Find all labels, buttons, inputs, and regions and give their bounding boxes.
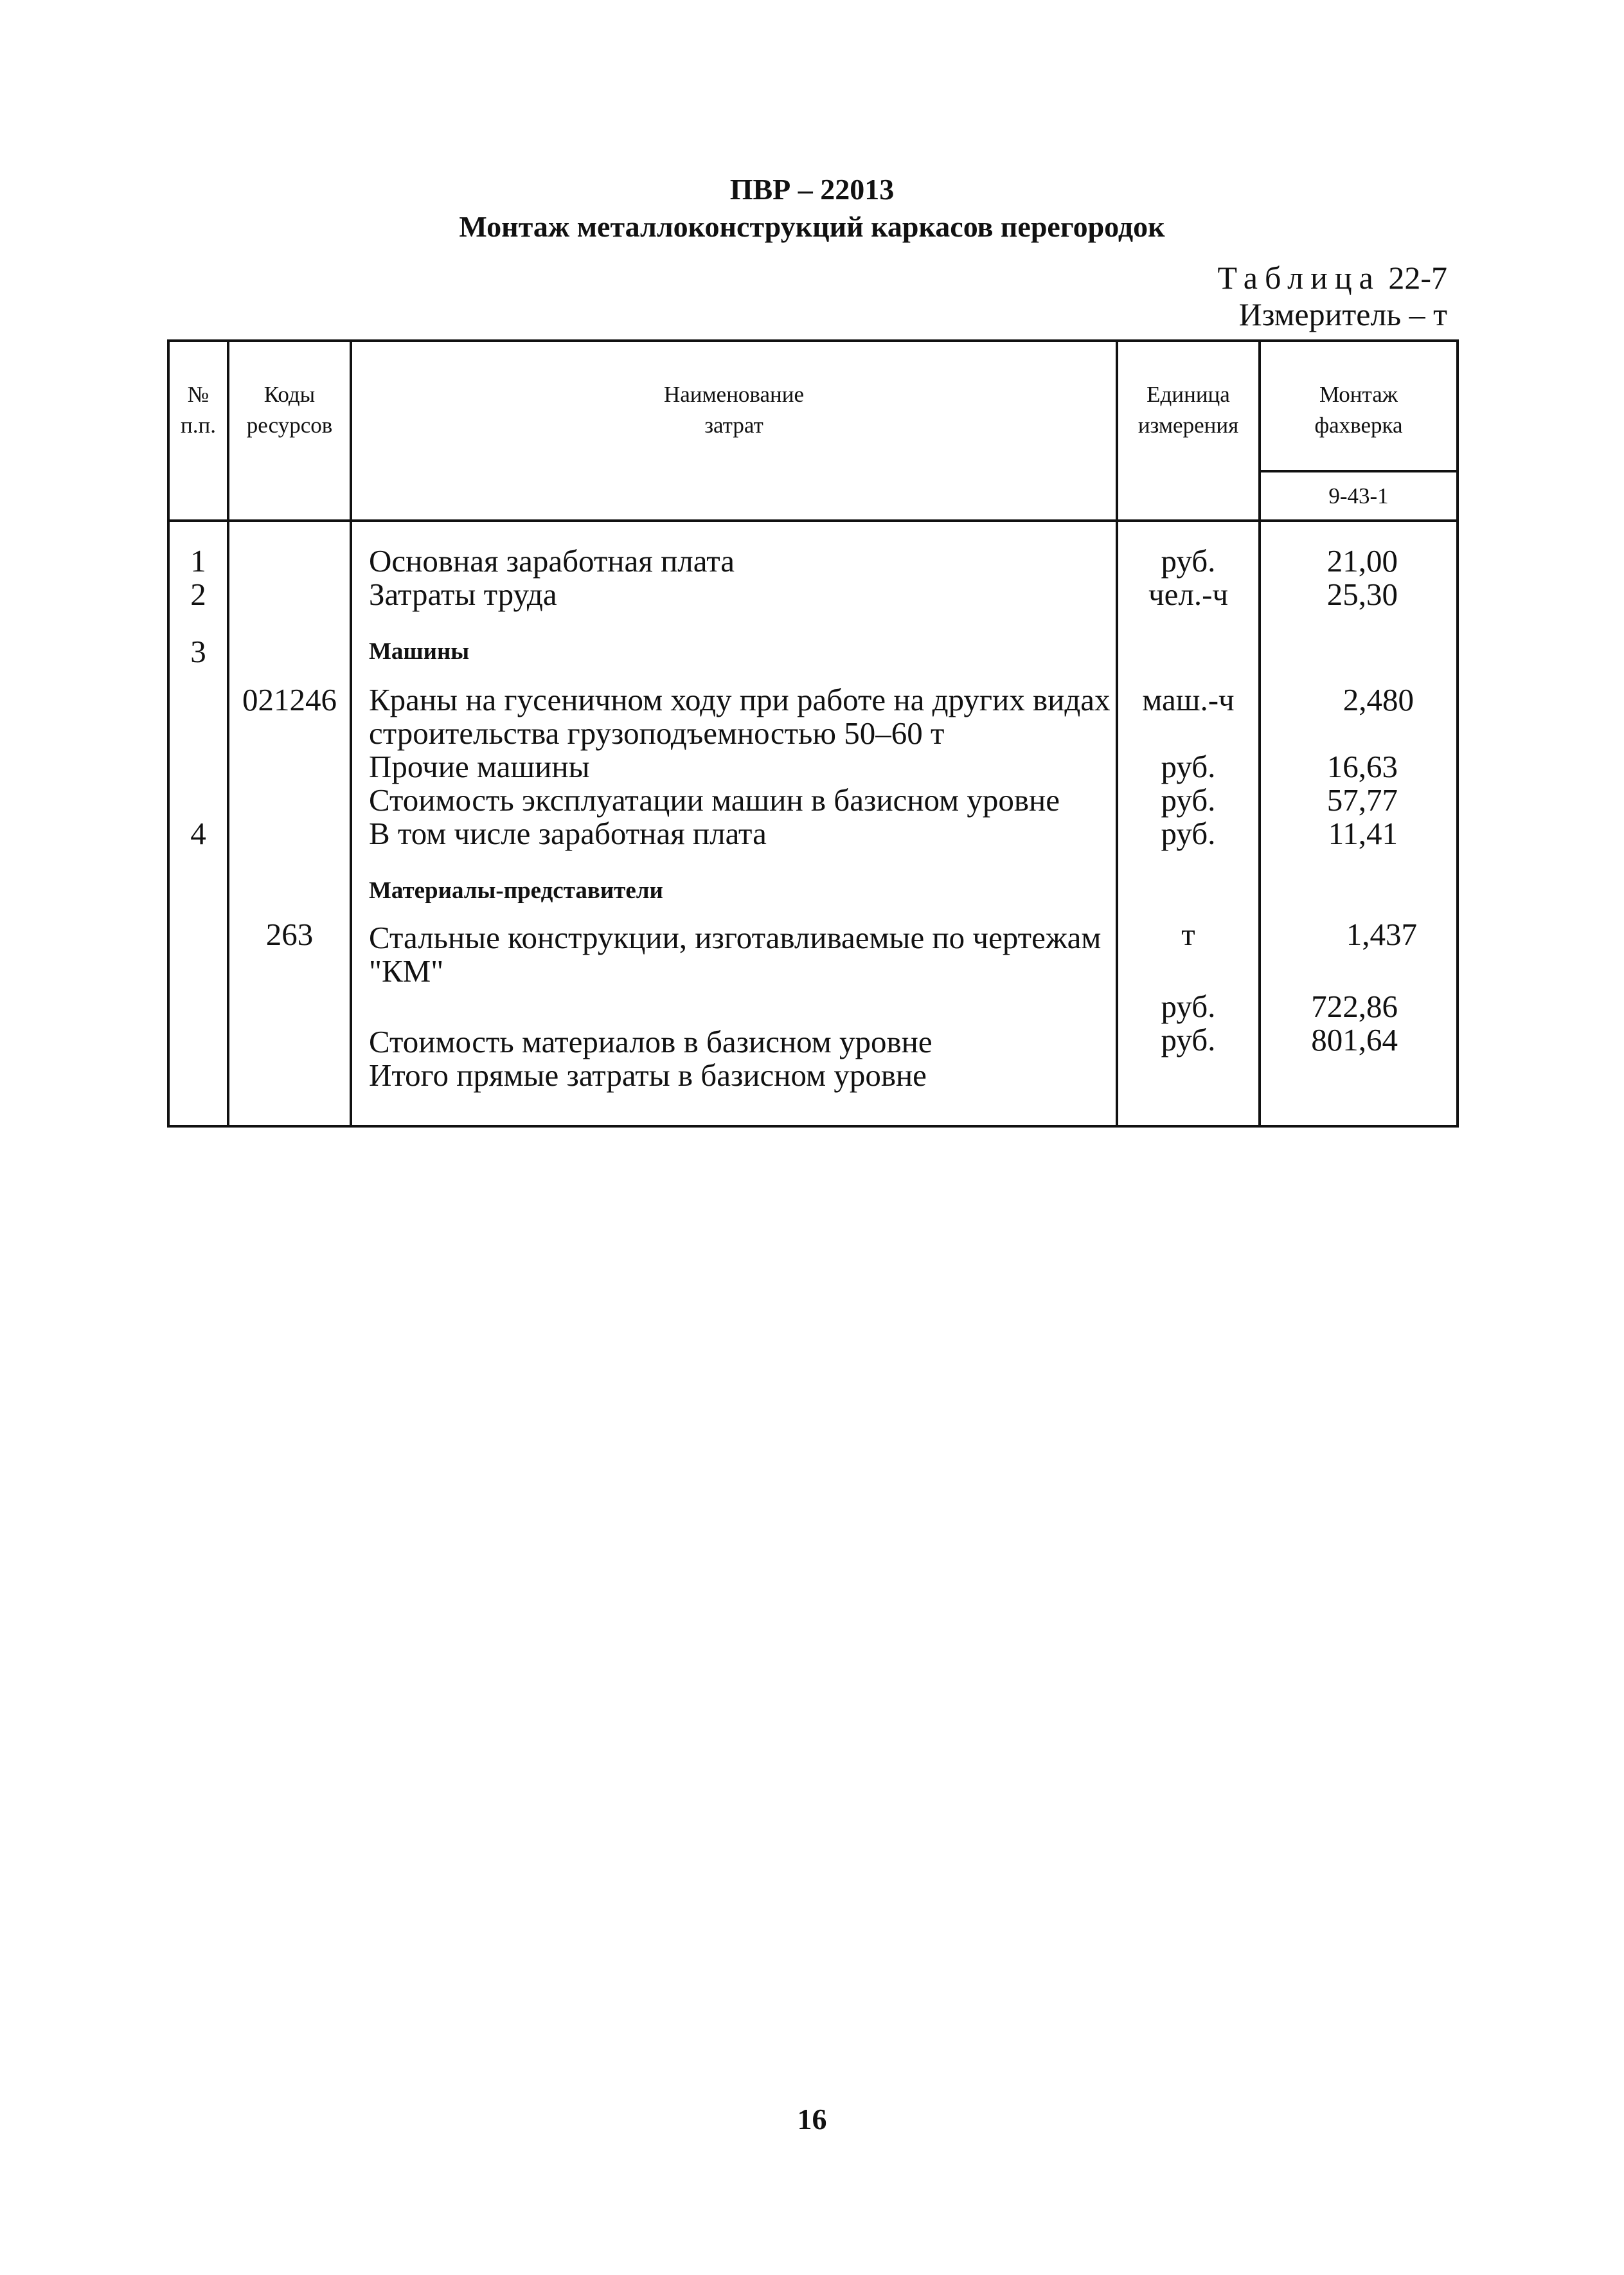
row-value: 1,437 — [1346, 917, 1417, 952]
row-value: 11,41 — [1328, 816, 1398, 851]
document-code: ПВР – 22013 — [729, 173, 895, 206]
page-number: 16 — [797, 2103, 827, 2136]
col-header-num-line1: № — [187, 382, 210, 407]
col-header-name — [351, 379, 1117, 441]
section-heading-machines: Машины — [369, 638, 470, 665]
table-number — [1218, 259, 1448, 296]
col-header-num — [168, 379, 228, 441]
row-unit: т — [1181, 917, 1195, 952]
row-name: Стальные конструкции, изготавливаемые по чертежам — [369, 920, 1102, 955]
col-header-work-line2: фахверка — [1314, 413, 1403, 438]
row-unit: руб. — [1161, 749, 1216, 784]
col-header-work-line1: Монтаж — [1319, 382, 1398, 407]
row-num: 3 — [190, 634, 206, 669]
row-unit: маш.-ч — [1142, 682, 1235, 717]
row-unit: руб. — [1161, 816, 1216, 851]
row-value: 16,63 — [1326, 749, 1398, 784]
table-label: Таблица — [1217, 260, 1380, 296]
row-unit: руб. — [1161, 989, 1216, 1024]
col-header-codes — [228, 379, 351, 441]
row-name: Краны на гусеничном ходу при работе на других видах — [369, 682, 1111, 717]
row-num: 4 — [190, 816, 206, 851]
row-value: 57,77 — [1326, 782, 1398, 818]
col-header-unit-line1: Единица — [1147, 382, 1230, 407]
row-name: Прочие машины — [369, 749, 590, 784]
row-name: Итого прямые затраты в базисном уровне — [369, 1057, 927, 1093]
work-code: 9-43-1 — [1328, 483, 1389, 508]
row-code: 021246 — [242, 682, 337, 717]
row-value: 2,480 — [1343, 682, 1414, 717]
row-unit: руб. — [1161, 543, 1216, 579]
row-name-continued: строительства грузоподъемностью 50–60 т — [369, 715, 945, 751]
row-value: 722,86 — [1311, 989, 1398, 1024]
row-name-continued: "КМ" — [369, 953, 444, 989]
row-name: Основная заработная плата — [369, 543, 735, 579]
row-value: 25,30 — [1326, 577, 1398, 612]
row-name: Стоимость материалов в базисном уровне — [369, 1024, 932, 1059]
section-heading-materials: Материалы-представители — [369, 877, 663, 904]
row-unit: руб. — [1161, 782, 1216, 818]
col-header-name-line2: затрат — [704, 413, 763, 438]
row-unit: руб. — [1161, 1022, 1216, 1057]
col-header-codes-line1: Коды — [263, 382, 316, 407]
col-header-unit — [1117, 379, 1260, 441]
table-number-value: 22-7 — [1388, 260, 1447, 296]
row-name: Стоимость эксплуатации машин в базисном уровне — [369, 782, 1060, 818]
col-header-codes-line2: ресурсов — [246, 413, 333, 438]
measure-unit: Измеритель – т — [1238, 296, 1447, 332]
row-value: 801,64 — [1311, 1022, 1398, 1057]
row-num: 1 — [190, 543, 206, 579]
row-value: 21,00 — [1326, 543, 1398, 579]
document-title: Монтаж металлоконструкций каркасов перегородок — [459, 210, 1165, 243]
row-num: 2 — [190, 577, 206, 612]
col-header-unit-line2: измерения — [1138, 413, 1239, 438]
row-code: 263 — [265, 917, 314, 952]
row-unit: чел.-ч — [1148, 577, 1229, 612]
row-name: В том числе заработная плата — [369, 816, 767, 851]
col-header-work — [1260, 379, 1458, 441]
col-header-num-line2: п.п. — [181, 413, 216, 438]
col-header-name-line1: Наименование — [663, 382, 805, 407]
row-name: Затраты труда — [369, 577, 557, 612]
